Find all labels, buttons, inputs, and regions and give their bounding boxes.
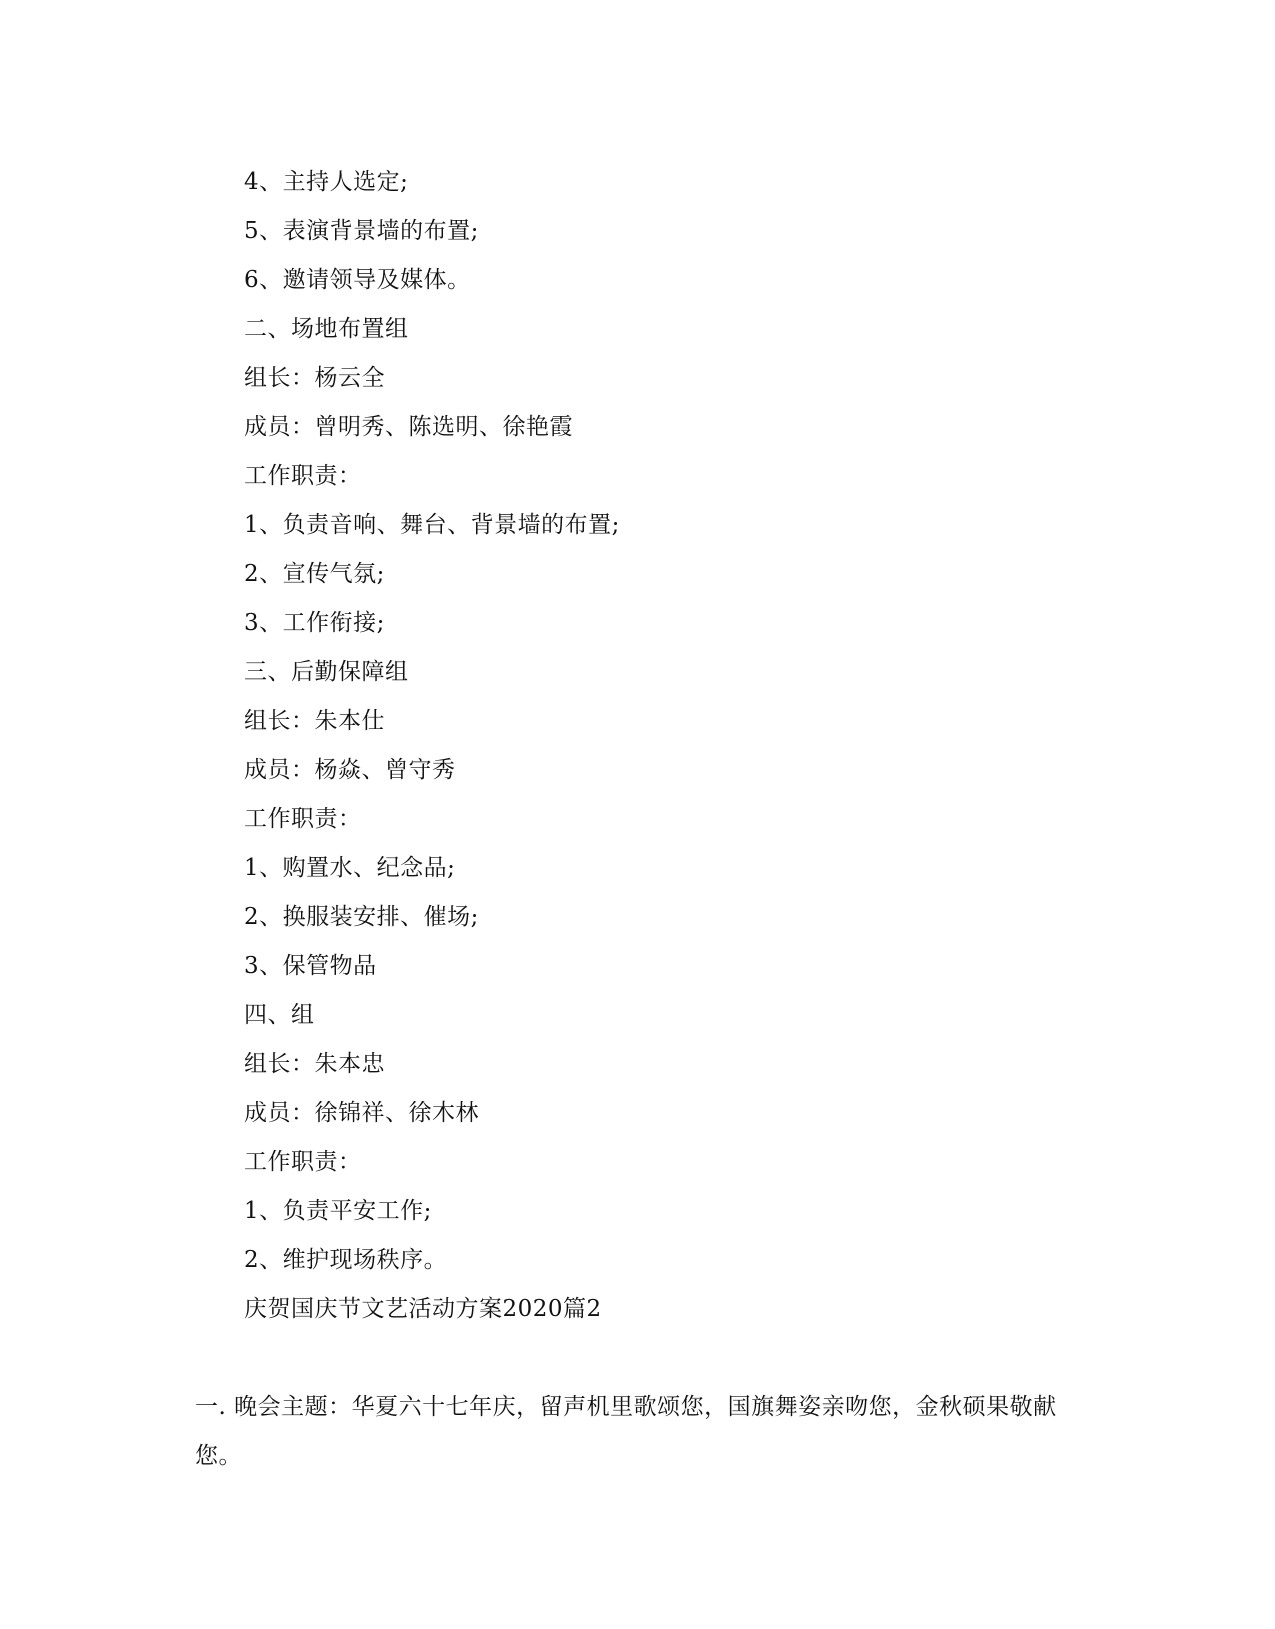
text-line: 组长：朱本仕 [244, 708, 385, 734]
text-line: 5、表演背景墙的布置; [244, 218, 479, 244]
text-line: 组长：杨云全 [244, 365, 385, 391]
text-line: 1、负责平安工作; [244, 1198, 432, 1224]
article-title: 庆贺国庆节文艺活动方案2020篇2 [244, 1296, 602, 1322]
text-lines [244, 158, 1144, 1334]
text-line: 4、主持人选定; [244, 169, 409, 195]
text-line: 2、宣传气氛; [244, 561, 385, 587]
text-line: 1、购置水、纪念品; [244, 855, 456, 881]
text-line: 工作职责： [244, 1149, 362, 1175]
text-line: 组长：朱本忠 [244, 1051, 385, 1077]
text-line: 1、负责音响、舞台、背景墙的布置; [244, 512, 620, 538]
text-line: 成员：徐锦祥、徐木林 [244, 1100, 479, 1126]
text-line: 工作职责： [244, 463, 362, 489]
text-line: 成员：曾明秀、陈选明、徐艳霞 [244, 414, 573, 440]
section-heading: 二、场地布置组 [244, 316, 409, 342]
section-heading: 三、后勤保障组 [244, 659, 409, 685]
text-line: 3、工作衔接; [244, 610, 385, 636]
text-line: 工作职责： [244, 806, 362, 832]
text-line: 成员：杨焱、曾守秀 [244, 757, 456, 783]
paragraph: 一. 晚会主题：华夏六十七年庆，留声机里歌颂您，国旗舞姿亲吻您，金秋硕果敬献您。 [195, 1394, 1057, 1469]
text-line: 6、邀请领导及媒体。 [244, 267, 471, 293]
text-line: 2、换服装安排、催场; [244, 904, 479, 930]
text-line: 2、维护现场秩序。 [244, 1247, 448, 1273]
section-heading: 四、组 [244, 1002, 315, 1028]
text-line: 3、保管物品 [244, 953, 377, 979]
